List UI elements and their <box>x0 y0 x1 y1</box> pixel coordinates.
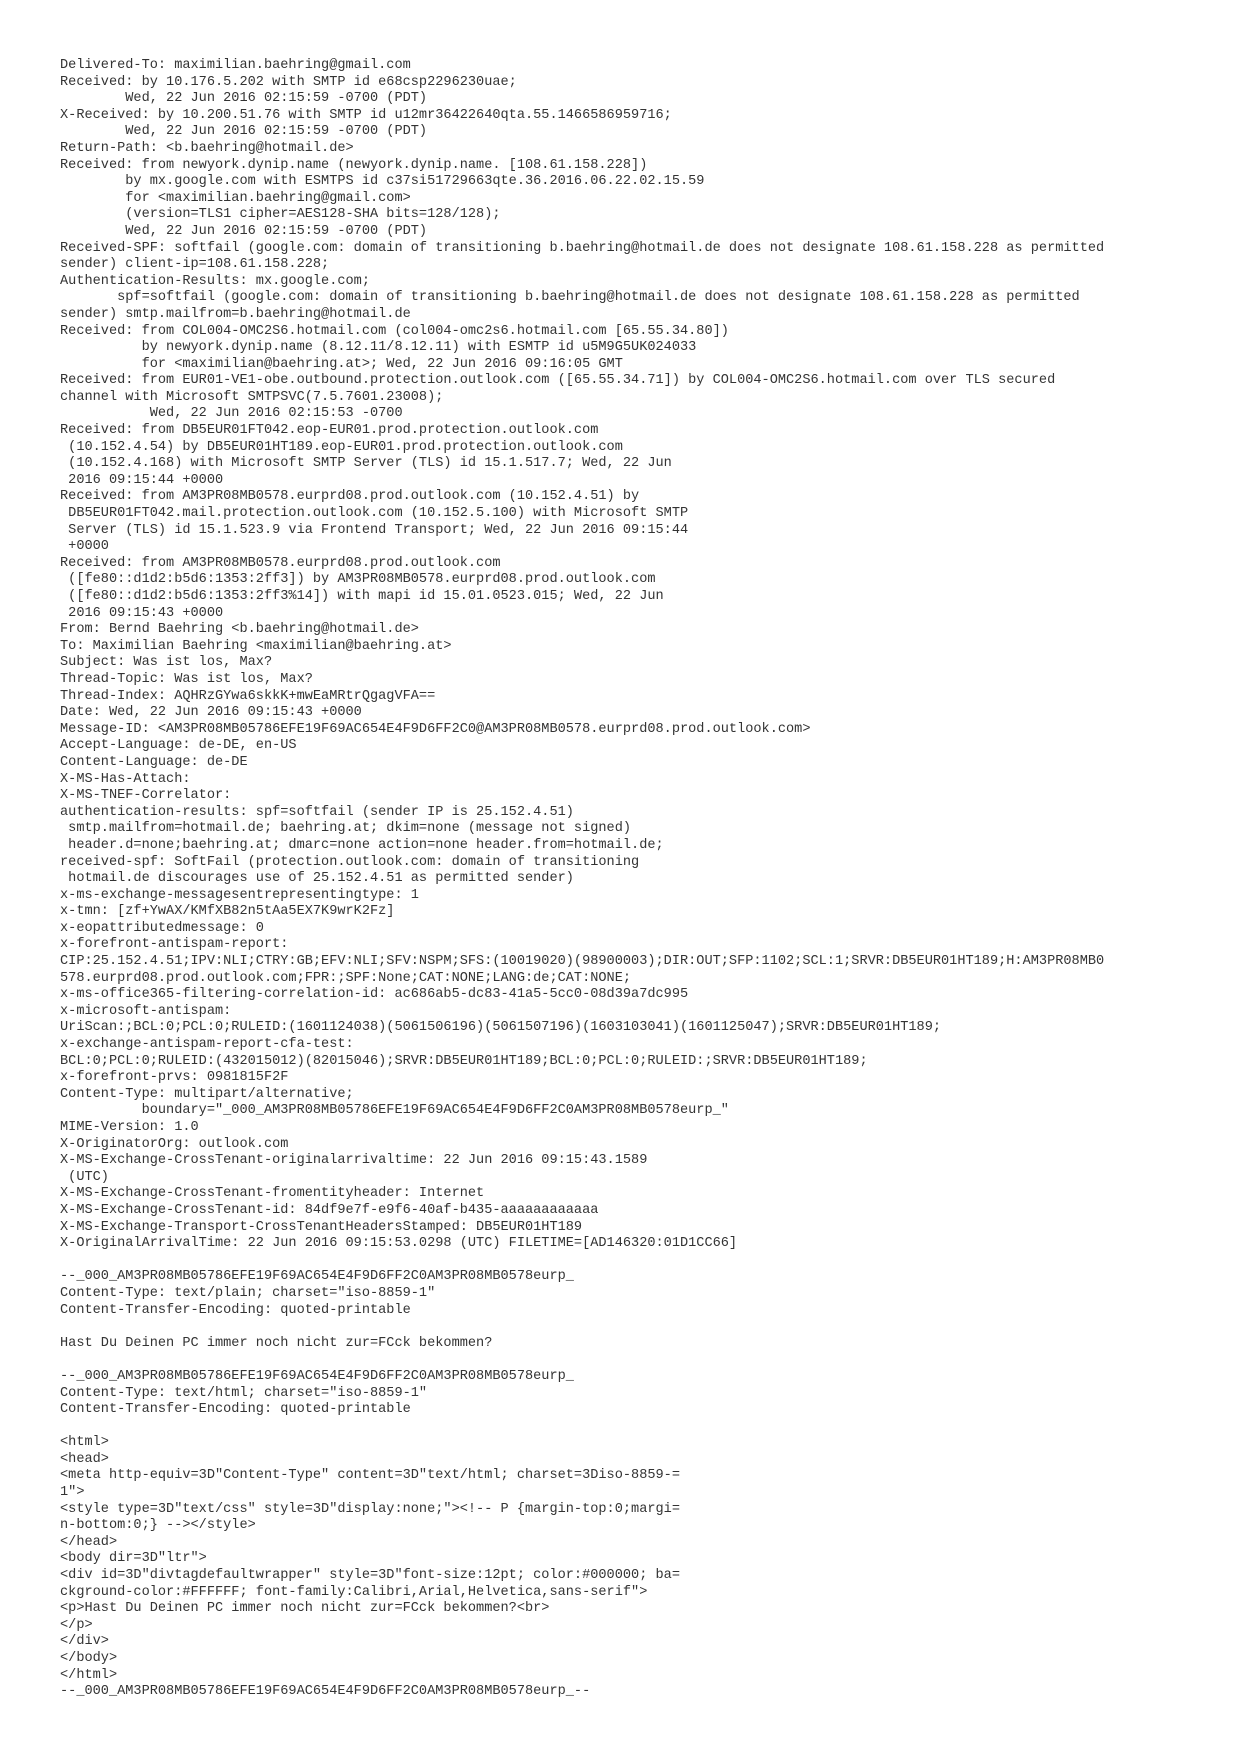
email-line: To: Maximilian Baehring <maximilian@baehring.at> <box>60 638 452 654</box>
email-line: hotmail.de discourages use of 25.152.4.51 as permitted sender) <box>60 871 574 887</box>
email-line: MIME-Version: 1.0 <box>60 1120 199 1135</box>
email-line: --_000_AM3PR08MB05786EFE19F69AC654E4F9D6FF2C0AM3PR08MB0578eurp_ <box>60 1269 574 1285</box>
email-line: X-MS-Exchange-CrossTenant-id: 84df9e7f-e9f6-40af-b435-aaaaaaaaaaaa <box>60 1202 599 1218</box>
email-line: X-OriginatorOrg: outlook.com <box>60 1136 289 1152</box>
email-line: X-MS-Has-Attach: <box>60 771 191 787</box>
email-line: Wed, 22 Jun 2016 02:15:53 -0700 <box>60 406 403 422</box>
email-line: X-MS-Exchange-Transport-CrossTenantHeadersStamped: DB5EUR01HT189 <box>60 1219 583 1235</box>
email-line: Content-Language: de-DE <box>60 754 248 770</box>
email-line: (10.152.4.54) by DB5EUR01HT189.eop-EUR01.prod.protection.outlook.com <box>60 439 623 455</box>
email-line: received-spf: SoftFail (protection.outlook.com: domain of transitioning <box>60 854 640 870</box>
email-line: Content-Transfer-Encoding: quoted-printable <box>60 1402 411 1418</box>
email-line: authentication-results: spf=softfail (sender IP is 25.152.4.51) <box>60 804 574 820</box>
email-line: x-eopattributedmessage: 0 <box>60 920 264 936</box>
email-line: x-ms-office365-filtering-correlation-id: ac686ab5-dc83-41a5-5cc0-08d39a7dc995 <box>60 987 689 1003</box>
email-line: Content-Type: text/html; charset="iso-8859-1" <box>60 1385 428 1401</box>
email-line <box>60 1419 1240 1436</box>
email-line: Authentication-Results: mx.google.com; <box>60 273 370 289</box>
email-line: x-microsoft-antispam: <box>60 1003 232 1019</box>
email-line: <p>Hast Du Deinen PC immer noch nicht zur=FCck bekommen?<br> <box>60 1601 550 1617</box>
email-line: </div> <box>60 1634 109 1650</box>
email-line: </html> <box>60 1667 118 1683</box>
email-line: X-MS-TNEF-Correlator: <box>60 788 232 804</box>
email-line: spf=softfail (google.com: domain of transitioning b.baehring@hotmail.de does not designate 108.61.158.228 as permitted <box>60 290 1080 306</box>
email-line: ([fe80::d1d2:b5d6:1353:2ff3%14]) with mapi id 15.01.0523.015; Wed, 22 Jun <box>60 589 664 604</box>
email-line: Received: from EUR01-VE1-obe.outbound.protection.outlook.com ([65.55.34.71]) by COL004-OMC2S6.hotmail.com over TLS secured <box>60 373 1056 389</box>
email-line: x-ms-exchange-messagesentrepresentingtype: 1 <box>60 887 419 903</box>
email-line: +0000 <box>60 539 109 555</box>
email-line: Wed, 22 Jun 2016 02:15:59 -0700 (PDT) <box>60 124 428 140</box>
email-line: for <maximilian@baehring.at>; Wed, 22 Jun 2016 09:16:05 GMT <box>60 356 623 372</box>
email-line: <meta http-equiv=3D"Content-Type" content=3D"text/html; charset=3Diso-8859-= <box>60 1468 680 1484</box>
email-line: 2016 09:15:43 +0000 <box>60 605 224 621</box>
email-line: Received: by 10.176.5.202 with SMTP id e68csp2296230uae; <box>60 74 517 90</box>
email-line: <head> <box>60 1451 109 1467</box>
email-line: <div id=3D"divtagdefaultwrapper" style=3D"font-size:12pt; color:#000000; ba= <box>60 1568 680 1584</box>
email-line: X-MS-Exchange-CrossTenant-originalarrivaltime: 22 Jun 2016 09:15:43.1589 <box>60 1153 648 1169</box>
email-line: Message-ID: <AM3PR08MB05786EFE19F69AC654E4F9D6FF2C0@AM3PR08MB0578.eurprd08.prod.outlook.com> <box>60 721 811 737</box>
email-line: by newyork.dynip.name (8.12.11/8.12.11) with ESMTP id u5M9G5UK024033 <box>60 340 697 356</box>
email-line: Wed, 22 Jun 2016 02:15:59 -0700 (PDT) <box>60 91 428 107</box>
email-line: --_000_AM3PR08MB05786EFE19F69AC654E4F9D6FF2C0AM3PR08MB0578eurp_-- <box>60 1684 591 1700</box>
email-line <box>60 1253 1240 1270</box>
email-line: Thread-Index: AQHRzGYwa6skkK+mwEaMRtrQgagVFA== <box>60 688 436 704</box>
email-line: Received: from DB5EUR01FT042.eop-EUR01.prod.protection.outlook.com <box>60 423 599 439</box>
email-line: boundary="_000_AM3PR08MB05786EFE19F69AC654E4F9D6FF2C0AM3PR08MB0578eurp_" <box>60 1103 729 1119</box>
email-line: 1"> <box>60 1485 85 1501</box>
email-line: </p> <box>60 1617 93 1633</box>
email-line: <style type=3D"text/css" style=3D"display:none;"><!-- P {margin-top:0;margi= <box>60 1501 680 1517</box>
email-line: (UTC) <box>60 1169 109 1185</box>
email-line: sender) client-ip=108.61.158.228; <box>60 257 330 273</box>
email-line: Received: from COL004-OMC2S6.hotmail.com (col004-omc2s6.hotmail.com [65.55.34.80]) <box>60 323 729 339</box>
email-line: <html> <box>60 1435 109 1451</box>
email-line: From: Bernd Baehring <b.baehring@hotmail.de> <box>60 622 419 638</box>
email-line: UriScan:;BCL:0;PCL:0;RULEID:(1601124038)(5061506196)(5061507196)(1603103041)(1601125047);SRVR:DB5EUR01HT189; <box>60 1020 942 1036</box>
email-line: Subject: Was ist los, Max? <box>60 655 273 671</box>
email-line: DB5EUR01FT042.mail.protection.outlook.com (10.152.5.100) with Microsoft SMTP <box>60 506 689 522</box>
email-line <box>60 1352 1240 1369</box>
email-line: sender) smtp.mailfrom=b.baehring@hotmail.de <box>60 306 411 322</box>
email-line: Received: from newyork.dynip.name (newyork.dynip.name. [108.61.158.228]) <box>60 157 648 173</box>
email-line: by mx.google.com with ESMTPS id c37si51729663qte.36.2016.06.22.02.15.59 <box>60 174 705 190</box>
email-line: Received-SPF: softfail (google.com: domain of transitioning b.baehring@hotmail.de does not designate 108.61.158.228 as permitted <box>60 240 1105 256</box>
email-line: ([fe80::d1d2:b5d6:1353:2ff3]) by AM3PR08MB0578.eurprd08.prod.outlook.com <box>60 572 656 588</box>
email-line: x-tmn: [zf+YwAX/KMfXB82n5tAa5EX7K9wrK2Fz] <box>60 904 395 920</box>
email-line: Hast Du Deinen PC immer noch nicht zur=FCck bekommen? <box>60 1335 493 1351</box>
email-line: Date: Wed, 22 Jun 2016 09:15:43 +0000 <box>60 705 362 721</box>
email-line: header.d=none;baehring.at; dmarc=none action=none header.from=hotmail.de; <box>60 837 664 853</box>
email-line <box>60 1319 1240 1336</box>
email-line: CIP:25.152.4.51;IPV:NLI;CTRY:GB;EFV:NLI;SFV:NSPM;SFS:(10019020)(98900003);DIR:OUT;SFP:1102;SCL:1;SRVR:DB5EUR01HT189;H:AM3PR08MB0 <box>60 954 1105 970</box>
email-line: x-forefront-prvs: 0981815F2F <box>60 1070 289 1086</box>
email-line: n-bottom:0;} --></style> <box>60 1518 256 1534</box>
email-line: x-exchange-antispam-report-cfa-test: <box>60 1037 354 1053</box>
email-line: 578.eurprd08.prod.outlook.com;FPR:;SPF:None;CAT:NONE;LANG:de;CAT:NONE; <box>60 970 632 986</box>
email-line: x-forefront-antispam-report: <box>60 937 289 953</box>
email-line: channel with Microsoft SMTPSVC(7.5.7601.23008); <box>60 389 444 405</box>
email-line: Delivered-To: maximilian.baehring@gmail.com <box>60 58 411 73</box>
email-line: for <maximilian.baehring@gmail.com> <box>60 190 411 206</box>
email-line: </head> <box>60 1534 118 1550</box>
email-line: BCL:0;PCL:0;RULEID:(432015012)(82015046);SRVR:DB5EUR01HT189;BCL:0;PCL:0;RULEID:;SRVR:DB5EUR01HT189; <box>60 1053 868 1069</box>
email-line: --_000_AM3PR08MB05786EFE19F69AC654E4F9D6FF2C0AM3PR08MB0578eurp_ <box>60 1368 574 1384</box>
email-line: Return-Path: <b.baehring@hotmail.de> <box>60 140 354 156</box>
email-line: Content-Type: text/plain; charset="iso-8859-1" <box>60 1285 436 1301</box>
email-line: (10.152.4.168) with Microsoft SMTP Server (TLS) id 15.1.517.7; Wed, 22 Jun <box>60 456 672 472</box>
email-line: X-OriginalArrivalTime: 22 Jun 2016 09:15:53.0298 (UTC) FILETIME=[AD146320:01D1CC66] <box>60 1236 738 1252</box>
email-line: 2016 09:15:44 +0000 <box>60 472 224 488</box>
email-line: </body> <box>60 1651 118 1666</box>
email-line: <body dir=3D"ltr"> <box>60 1551 207 1567</box>
email-line: Received: from AM3PR08MB0578.eurprd08.prod.outlook.com (10.152.4.51) by <box>60 489 640 505</box>
email-line: Server (TLS) id 15.1.523.9 via Frontend Transport; Wed, 22 Jun 2016 09:15:44 <box>60 522 689 538</box>
email-line: Received: from AM3PR08MB0578.eurprd08.prod.outlook.com <box>60 555 501 571</box>
email-line: (version=TLS1 cipher=AES128-SHA bits=128/128); <box>60 207 501 223</box>
email-line: Content-Transfer-Encoding: quoted-printable <box>60 1302 411 1318</box>
email-line: Thread-Topic: Was ist los, Max? <box>60 671 313 687</box>
email-line: Wed, 22 Jun 2016 02:15:59 -0700 (PDT) <box>60 223 428 239</box>
email-line: Accept-Language: de-DE, en-US <box>60 738 297 754</box>
email-line: smtp.mailfrom=hotmail.de; baehring.at; dkim=none (message not signed) <box>60 821 632 837</box>
email-line: X-Received: by 10.200.51.76 with SMTP id u12mr36422640qta.55.1466586959716; <box>60 107 672 123</box>
email-line: Content-Type: multipart/alternative; <box>60 1086 354 1102</box>
email-line: ckground-color:#FFFFFF; font-family:Calibri,Arial,Helvetica,sans-serif"> <box>60 1584 648 1600</box>
email-line: X-MS-Exchange-CrossTenant-fromentityheader: Internet <box>60 1186 485 1202</box>
raw-email-source <box>60 58 1240 1701</box>
